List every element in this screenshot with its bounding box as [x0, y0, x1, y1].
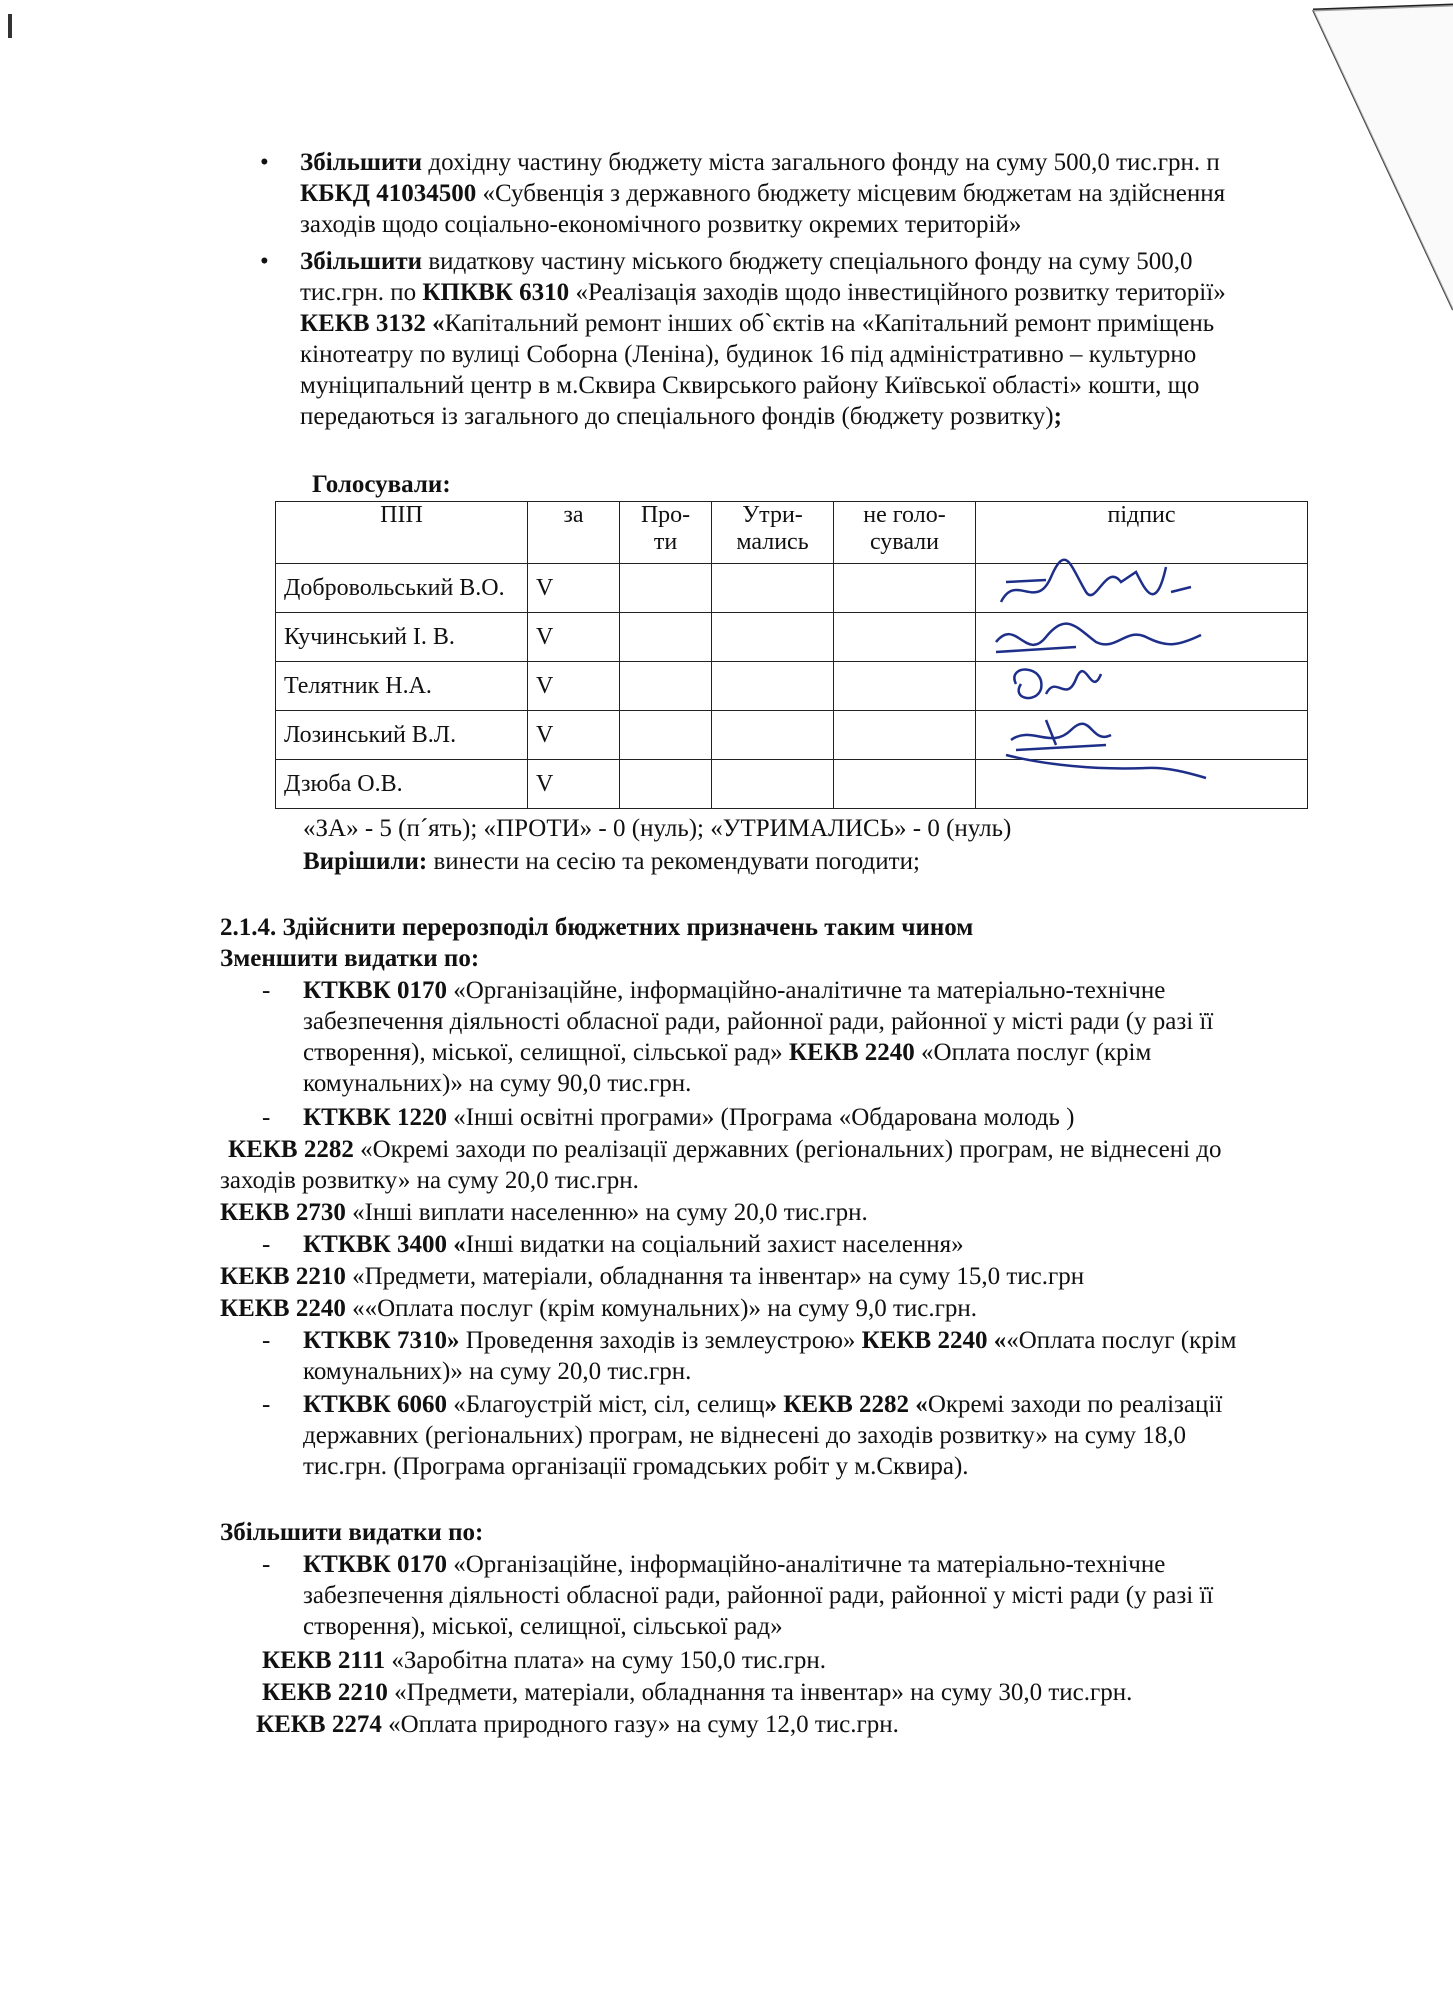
decrease-item-7310: - КТКВК 7310» Проведення заходів із землеустрою» КЕКВ 2240 ««Оплата послуг (крім комунальних)» на суму 20,0 тис.грн.: [262, 1327, 1237, 1385]
bullet-dot: •: [260, 248, 269, 275]
text: передаються із загального до спеціального фондів (бюджету розвитку): [300, 403, 1054, 430]
vote-for: V: [528, 662, 620, 711]
voter-name: Дзюба О.В.: [276, 760, 528, 809]
list-dash: -: [262, 1231, 271, 1258]
bullet-increase-revenue: [260, 147, 1320, 240]
kekv-2240-line: КЕКВ 2240 ««Оплата послуг (крім комунальних)» на суму 9,0 тис.грн.: [220, 1295, 977, 1322]
voter-name: Кучинський І. В.: [276, 613, 528, 662]
list-dash: -: [262, 1327, 271, 1354]
text: Капітальний ремонт інших об`єктів на «Капітальний ремонт приміщень: [444, 310, 1215, 337]
decrease-item-1220: - КТКВК 1220 «Інші освітні програми» (Програма «Обдарована молодь ): [262, 1104, 1075, 1131]
vote-for: V: [528, 711, 620, 760]
header-abstained: Утри- мались: [712, 502, 834, 564]
table-row: [276, 662, 1308, 711]
vote-for: V: [528, 613, 620, 662]
header-signature: підпис: [976, 502, 1308, 564]
vote-for: V: [528, 760, 620, 809]
decrease-item-3400: - КТКВК 3400 «Інші видатки на соціальний захист населення»: [262, 1231, 964, 1258]
decrease-item-6060: - КТКВК 6060 «Благоустрій міст, сіл, селищ» КЕКВ 2282 «Окремі заходи по реалізації державних (регіональних) програм, не віднесені до заходів розвитку» на суму 18,0 тис.грн. (Програма організації громадських робіт у м.Сквира).: [262, 1391, 1223, 1480]
text: муніципальний центр в м.Сквира Сквирського району Київської області» кошти, що: [300, 372, 1200, 399]
kekv-2210-inc-line: КЕКВ 2210 «Предмети, матеріали, обладнання та інвентар» на суму 30,0 тис.грн.: [262, 1679, 1133, 1706]
text: «Реалізація заходів щодо інвестиційного розвитку території»: [569, 279, 1226, 306]
table-row: [276, 564, 1308, 613]
text: кінотеатру по вулиці Соборна (Леніна), будинок 16 під адміністративно – культурно: [300, 341, 1197, 368]
text: тис.грн. по: [300, 279, 423, 306]
header-for: за: [528, 502, 620, 564]
kekv-2282-cont: заходів розвитку» на суму 20,0 тис.грн.: [220, 1167, 639, 1194]
increase-item-0170: - КТКВК 0170 «Організаційне, інформаційно-аналітичне та матеріально-технічне забезпечення діяльності обласної ради, районної ради, районної у місті ради (у разі її створення), міської, селищної, сільської рад»: [262, 1551, 1214, 1640]
list-dash: -: [262, 1391, 271, 1418]
decrease-heading: Зменшити видатки по:: [220, 945, 480, 972]
code: КБКД 41034500: [300, 180, 477, 207]
header-name: ПІП: [276, 502, 528, 564]
punct: ;: [1053, 403, 1062, 430]
signature-cell: [976, 564, 1308, 613]
kekv-2730-line: КЕКВ 2730 «Інші виплати населенню» на суму 20,0 тис.грн.: [220, 1199, 868, 1226]
list-dash: -: [262, 1551, 271, 1578]
section-title: 2.1.4. Здійснити перерозподіл бюджетних призначень таким чином: [220, 914, 974, 941]
vote-table: [275, 501, 1308, 809]
kekv-2274-line: КЕКВ 2274 «Оплата природного газу» на суму 12,0 тис.грн.: [256, 1711, 899, 1738]
folded-corner: [1303, 0, 1453, 320]
increase-heading: Збільшити видатки по:: [220, 1519, 484, 1546]
code: КПКВК 6310: [422, 279, 570, 306]
vote-heading: Голосували:: [312, 471, 451, 498]
kekv-2111-line: КЕКВ 2111 «Заробітна плата» на суму 150,0 тис.грн.: [262, 1647, 826, 1674]
vote-result: «ЗА» - 5 (п´ять); «ПРОТИ» - 0 (нуль); «УТРИМАЛИСЬ» - 0 (нуль): [303, 815, 1012, 842]
text: видаткову частину міського бюджету спеціального фонду на суму 500,0: [422, 248, 1193, 275]
voter-name: Добровольський В.О.: [276, 564, 528, 613]
signature-cell: [976, 760, 1308, 809]
voter-name: Лозинський В.Л.: [276, 711, 528, 760]
decision: Вирішили: винести на сесію та рекомендувати погодити;: [303, 848, 920, 875]
list-dash: -: [262, 1104, 271, 1131]
kekv-2210-line: КЕКВ 2210 «Предмети, матеріали, обладнання та інвентар» на суму 15,0 тис.грн: [220, 1263, 1085, 1290]
list-dash: -: [262, 977, 271, 1004]
header-not-voted: не голо- сували: [834, 502, 976, 564]
signature-image: [976, 740, 1226, 790]
text: «Субвенція з державного бюджету місцевим бюджетам на здійснення: [476, 180, 1226, 207]
bold-verb: Збільшити: [300, 248, 423, 275]
bullet-dot: •: [260, 149, 269, 176]
kekv-2282-line: КЕКВ 2282 «Окремі заходи по реалізації державних (регіональних) програм, не віднесені до: [228, 1136, 1222, 1163]
table-row: [276, 760, 1308, 809]
bullet-increase-expenditure: [260, 246, 1320, 432]
scan-edge-mark: [8, 14, 12, 38]
text: заходів щодо соціально-економічного розвитку окремих територій»: [300, 211, 1022, 238]
code: КЕКВ 3132 «: [300, 310, 445, 337]
bold-verb: Збільшити: [300, 149, 423, 176]
header-against: Про- ти: [620, 502, 712, 564]
text: дохідну частину бюджету міста загального фонду на суму 500,0 тис.грн. п: [422, 149, 1220, 176]
vote-for: V: [528, 564, 620, 613]
decrease-item-0170: - КТКВК 0170 «Організаційне, інформаційно-аналітичне та матеріально-технічне забезпечення діяльності обласної ради, районної ради, районної у місті ради (у разі її створення), міської, селищної, сільської рад» КЕКВ 2240 «Оплата послуг (крім комунальних)» на суму 90,0 тис.грн.: [262, 977, 1214, 1097]
voter-name: Телятник Н.А.: [276, 662, 528, 711]
signature-cell: [976, 662, 1308, 711]
